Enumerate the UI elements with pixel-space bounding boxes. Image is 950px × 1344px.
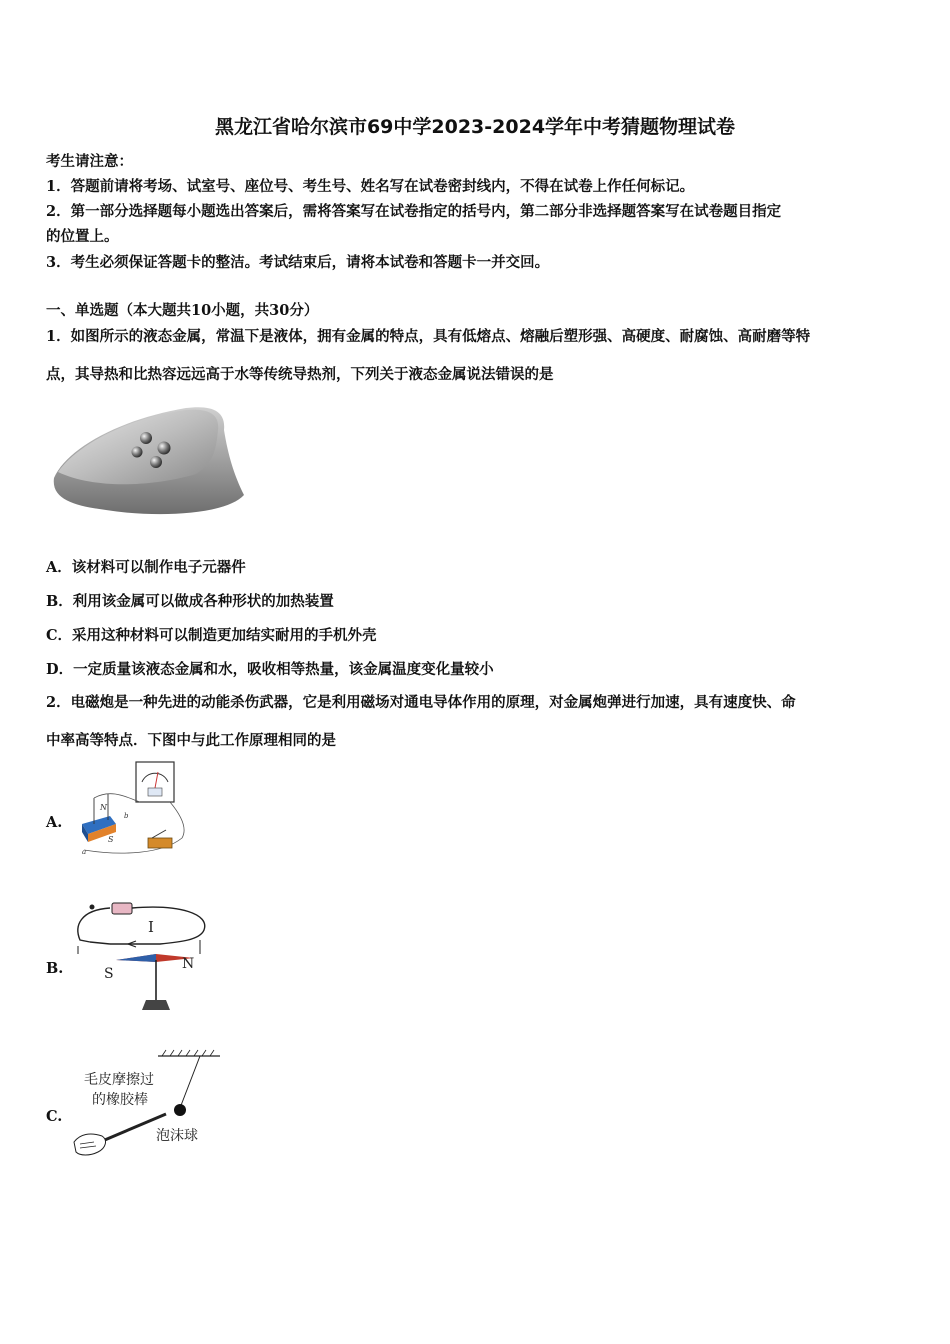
q2-option-b-label[interactable]: B. bbox=[46, 960, 64, 977]
notice-item-3: 3．考生必须保证答题卡的整洁。考试结束后，请将本试卷和答题卡一并交回。 bbox=[46, 254, 550, 271]
q1-option-d[interactable]: D．一定质量该液态金属和水，吸收相等热量，该金属温度变化量较小 bbox=[46, 661, 494, 678]
q2-stem-line2: 中率高等特点．下图中与此工作原理相同的是 bbox=[46, 732, 336, 749]
q2-option-c-label[interactable]: C. bbox=[46, 1108, 63, 1125]
q1-option-a[interactable]: A．该材料可以制作电子元器件 bbox=[46, 559, 246, 576]
q2-option-b-figure[interactable] bbox=[70, 896, 210, 1018]
q2-b-n-label: N bbox=[182, 956, 195, 972]
q2-stem-line1: 2．电磁炮是一种先进的动能杀伤武器，它是利用磁场对通电导体作用的原理，对金属炮弹进行加速，具有速度快、命 bbox=[46, 694, 796, 711]
q2-a-s-label: S bbox=[108, 835, 114, 844]
notice-heading: 考生请注意： bbox=[46, 153, 133, 170]
q2-b-s-label: S bbox=[104, 966, 114, 982]
page-title: 黑龙江省哈尔滨市69中学2023-2024学年中考猜题物理试卷 bbox=[214, 116, 736, 138]
liquid-metal-figure bbox=[46, 400, 256, 530]
q1-stem-line1: 1．如图所示的液态金属，常温下是液体，拥有金属的特点，具有低熔点、熔融后塑形强、高硬度、耐腐蚀、高耐磨等特 bbox=[46, 328, 811, 345]
q2-c-rod-label-2: 的橡胶棒 bbox=[92, 1092, 148, 1108]
q1-option-c[interactable]: C．采用这种材料可以制造更加结实耐用的手机外壳 bbox=[46, 627, 377, 644]
notice-item-2: 2．第一部分选择题每小题选出答案后，需将答案写在试卷指定的括号内，第二部分非选择题答案写在试卷题目指定 bbox=[46, 203, 782, 220]
q2-option-a-label[interactable]: A. bbox=[46, 814, 63, 831]
q2-c-rod-label-1: 毛皮摩擦过 bbox=[84, 1072, 154, 1088]
q2-option-a-figure[interactable] bbox=[72, 758, 192, 858]
q2-a-a-label: a bbox=[82, 848, 87, 856]
q2-a-n-label: N bbox=[100, 803, 107, 812]
section-heading: 一、单选题（本大题共10小题，共30分） bbox=[46, 302, 319, 319]
notice-item-2-cont: 的位置上。 bbox=[46, 228, 119, 245]
q1-option-b[interactable]: B．利用该金属可以做成各种形状的加热装置 bbox=[46, 593, 334, 610]
q2-a-b-label: b bbox=[124, 812, 129, 820]
notice-item-1: 1．答题前请将考场、试室号、座位号、考生号、姓名写在试卷密封线内，不得在试卷上作任何标记。 bbox=[46, 178, 695, 195]
q2-c-ball-label: 泡沫球 bbox=[156, 1128, 198, 1144]
q2-option-c-figure[interactable] bbox=[70, 1048, 230, 1168]
q2-b-current-label: I bbox=[148, 918, 154, 936]
q1-stem-line2: 点，其导热和比热容远远高于水等传统导热剂，下列关于液态金属说法错误的是 bbox=[46, 366, 554, 383]
